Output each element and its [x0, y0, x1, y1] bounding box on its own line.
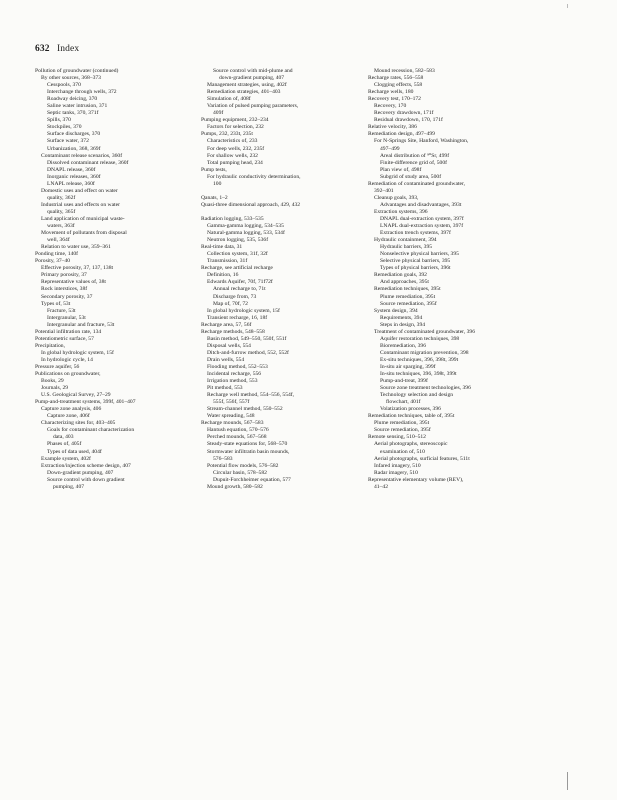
index-subentry: Secondary porosity, 37 — [41, 293, 93, 300]
index-subentry: Characteristics of, 233 — [207, 138, 258, 145]
index-entry: Representative elementary volume (REV), — [368, 476, 464, 483]
page-number: 632 — [35, 44, 50, 54]
index-subentry: Types of, 53t — [41, 300, 71, 307]
index-subentry: well, 364f — [47, 237, 70, 244]
index-subentry: In-situ techniques, 396, 398t, 399t — [380, 371, 457, 378]
index-subentry: Variation of pulsed pumping parameters, — [207, 103, 299, 110]
index-subentry: Stream-channel method, 550–552 — [207, 406, 283, 413]
index-subentry: By other sources, 368–373 — [41, 75, 101, 82]
index-subentry: Residual drawdown, 170, 171f — [374, 117, 443, 124]
index-subentry: Technology selection and design — [380, 392, 454, 399]
index-entry: Remediation of contaminated groundwater, — [368, 180, 466, 187]
index-subentry: Pump-and-treat, 399f — [380, 378, 428, 385]
index-subentry: Types of physical barriers, 396t — [380, 265, 451, 272]
index-subentry: Edwards Aquifer, 70f, 71f72f — [207, 279, 273, 286]
index-entry: Potential infiltration rate, 134 — [35, 328, 102, 335]
index-subentry: Extraction/injection scheme design, 407 — [41, 462, 131, 469]
index-subentry: DNAPL release, 360f — [47, 166, 96, 173]
index-subentry: Discharge from, 73 — [213, 293, 257, 300]
index-subentry: 392–401 — [374, 187, 394, 194]
index-subentry: Land application of municipal waste- — [41, 215, 125, 222]
index-subentry: waters, 363f — [47, 223, 75, 230]
index-subentry: Characterizing sites for, 403–405 — [41, 420, 116, 427]
index-subentry: System design, 394 — [374, 307, 418, 314]
index-subentry: Surface water, 372 — [47, 138, 89, 145]
index-subentry: Plume remediation, 395t — [380, 293, 436, 300]
index-subentry: Remediation techniques, 395t — [374, 286, 441, 293]
index-subentry: Source remediation, 395f — [374, 427, 431, 434]
index-subentry: Aerial photographs, surficial features, 511t — [374, 455, 470, 462]
index-subentry: Selective physical barriers, 395 — [380, 258, 451, 265]
index-entry: Recharge wells, 180 — [368, 89, 414, 96]
index-entry: Publications on groundwater, — [35, 371, 101, 378]
index-subentry: Definition, 16 — [207, 272, 239, 279]
index-subentry: Requirements, 394 — [380, 314, 423, 321]
index-subentry: 497–499 — [380, 145, 400, 152]
index-entry: Pressure aquifer, 56 — [35, 363, 80, 370]
index-subentry: examination of, 510 — [380, 448, 425, 455]
index-entry: Radiation logging, 533–535 — [201, 215, 264, 222]
index-subentry: Steady-state equations for, 568–570 — [207, 441, 288, 448]
index-subentry: Industrial uses and effects on water — [41, 201, 120, 208]
index-subentry: Transmission, 31f — [207, 258, 248, 265]
index-subentry: For deep wells, 232, 235f — [207, 145, 265, 152]
index-subentry: Interchange through wells, 372 — [47, 89, 117, 96]
index-subentry: Mound recession, 582–583 — [374, 68, 435, 74]
index-subentry: U.S. Geological Survey, 27–29 — [41, 392, 111, 399]
index-entry: Remediation design, 497–499 — [368, 131, 435, 138]
index-subentry: Contaminant release scenarios, 360f — [41, 152, 123, 159]
index-subentry: Fracture, 53t — [47, 307, 76, 314]
index-subentry: Source control with down gradient — [47, 476, 125, 483]
index-subentry: In global hydrologic system, 15f — [207, 307, 280, 314]
index-subentry: Areal distribution of ⁹⁰Sr, 499f — [380, 152, 450, 159]
index-entry: Porosity, 37–40 — [35, 258, 71, 265]
index-subentry: Potential flow models, 576–582 — [207, 462, 279, 469]
index-subentry: Subgrid of study area, 500f — [380, 173, 442, 180]
index-subentry: Stockpiles, 370 — [47, 124, 82, 131]
index-subentry: Clogging effects, 558 — [374, 82, 423, 89]
index-subentry: Steps in design, 394 — [380, 321, 426, 328]
index-subentry: 576–583 — [213, 455, 233, 462]
index-subentry: In global hydrologic system, 15f — [41, 349, 114, 356]
index-subentry: Aquifer restoration techniques, 398 — [380, 335, 460, 342]
index-subentry: Dissolved contaminant release, 360f — [47, 159, 129, 166]
index-subentry: Urbanization, 368, 369f — [47, 145, 101, 152]
index-subentry: Collection system, 31f, 32f — [207, 251, 268, 258]
index-subentry: Hydraulic barriers, 395 — [380, 244, 433, 251]
index-subentry: Nonselective physical barriers, 395 — [380, 251, 459, 258]
index-subentry: Goals for contaminant characterization — [47, 427, 135, 434]
index-subentry: Journals, 29 — [41, 385, 69, 392]
index-subentry: Map of, 70f, 72 — [213, 300, 248, 307]
index-subentry: Example system, 402f — [41, 455, 91, 462]
index-entry: Real-time data, 31 — [201, 244, 243, 251]
index-entry: Recharge area, 57, 56f — [201, 321, 252, 328]
index-entry: Remediation techniques, table of, 395t — [368, 413, 455, 420]
index-subentry: Source zone treatment technologies, 396 — [380, 385, 471, 392]
index-subentry: Annual recharge to, 71t — [213, 286, 266, 293]
index-subentry: For shallow wells, 232 — [207, 152, 258, 159]
index-subentry: Pit method, 553 — [207, 385, 243, 392]
index-subentry: Perched mounds, 567–568 — [207, 434, 267, 441]
index-subentry: Extraction trench systems, 397f — [380, 230, 451, 237]
index-entry: Recharge rates, 556–558 — [368, 75, 424, 82]
index-subentry: pumping, 407 — [53, 483, 85, 490]
index-subentry: Relation to water use, 359–361 — [41, 244, 111, 251]
index-subentry: Rock interstices, 38f — [41, 286, 88, 293]
index-subentry: Simulation of, 408f — [207, 96, 251, 103]
index-subentry: Septic tanks, 370, 371f — [47, 110, 99, 117]
index-subentry: Capture zone, 406f — [47, 413, 90, 420]
index-subentry: Stormwater infiltratin basin mounds, — [207, 448, 290, 455]
index-subentry: Cesspools, 370 — [47, 82, 81, 89]
index-subentry: Plume remediation, 395t — [374, 420, 430, 427]
index-subentry: Management strategies, using, 402f — [207, 82, 287, 89]
index-subentry: Capture zone analysis, 406 — [41, 406, 102, 413]
index-subentry: down-gradient pumping, 407 — [219, 75, 285, 82]
index-entry: Recovery test, 170–172 — [368, 96, 421, 103]
index-subentry: Hantush equation, 570–576 — [207, 427, 269, 434]
index-subentry: Recovery drawdown, 171f — [374, 110, 434, 117]
index-entry: Remote sensing, 510–512 — [368, 434, 426, 441]
index-subentry: And approaches, 395t — [380, 279, 429, 286]
index-subentry: 41–42 — [374, 483, 388, 490]
index-subentry: Effective porosity, 37, 137, 138t — [41, 265, 114, 272]
index-subentry: quality, 365f — [47, 208, 76, 215]
index-subentry: In hydrologic cycle, 14 — [41, 356, 93, 363]
index-subentry: Phases of, 405f — [47, 441, 82, 448]
index-subentry: Total pumping head, 234 — [207, 159, 263, 166]
index-subentry: For N-Springs Site, Hanford, Washington, — [374, 138, 469, 145]
index-entry: Precipitation, — [35, 342, 65, 349]
index-subentry: Plan view of, 498f — [380, 166, 422, 173]
index-subentry: Representative values of, 38t — [41, 279, 106, 286]
index-subentry: Extraction systems, 396 — [374, 208, 428, 215]
index-subentry: Neutron logging, 535, 536f — [207, 237, 269, 244]
index-subentry: Recovery, 170 — [374, 103, 407, 110]
index-subentry: Inorganic releases, 360f — [47, 173, 101, 180]
index-subentry: data, 403 — [53, 434, 74, 441]
index-subentry: Source remediation, 395f — [380, 300, 437, 307]
index-subentry: Contaminant migration prevention, 398 — [380, 349, 469, 356]
index-subentry: Primary porosity, 37 — [41, 272, 87, 279]
index-entry: Relative velocity, 386 — [368, 124, 417, 131]
scan-edge-mark — [567, 772, 568, 790]
index-subentry: 100 — [213, 180, 222, 187]
index-subentry: Cleanup goals, 393, — [374, 194, 419, 201]
index-subentry: Remediation strategies, 401–403 — [207, 89, 281, 96]
index-subentry: Recharge well method, 554–556, 554f, — [207, 392, 295, 399]
index-subentry: Source control with mid-plume and — [213, 68, 293, 74]
index-subentry: Volatization processes, 396 — [380, 406, 441, 413]
index-entry: Recharge methods, 548–558 — [201, 328, 265, 335]
index-subentry: Disposal wells, 554 — [207, 342, 251, 349]
index-subentry: Irrigation method, 553 — [207, 378, 258, 385]
index-subentry: Types of data used, 404f — [47, 448, 102, 455]
index-column-3 — [368, 68, 540, 491]
index-subentry: Drain wells, 554 — [207, 356, 245, 363]
index-subentry: Gamma-gamma logging, 534–535 — [207, 223, 284, 230]
index-subentry: 555f, 556f, 557f — [213, 399, 250, 406]
index-entry: Pumps, 232, 233t, 235t — [201, 131, 253, 138]
index-subentry: Intergranular, 53t — [47, 314, 86, 321]
index-subentry: Roadway deicing, 370 — [47, 96, 98, 103]
index-subentry: Spills, 370 — [47, 117, 71, 124]
index-entry: Pump-and-treatment systems, 399f, 401–407 — [35, 399, 136, 406]
index-subentry: Domestic uses and effect on water — [41, 187, 118, 194]
index-subentry: flowchart, 401f — [386, 399, 421, 406]
index-subentry: Natural-gamma logging, 533, 534f — [207, 230, 285, 237]
index-subentry: Ditch-and-furrow method, 552, 552f — [207, 349, 289, 356]
index-subentry: Surface discharges, 370 — [47, 131, 101, 138]
index-subentry: Movement of pollutants from disposal — [41, 230, 127, 237]
index-spacer — [201, 209, 373, 216]
index-subentry: Aerial photographs, stereoscopic — [374, 441, 448, 448]
index-entry: Pumping equipment, 232–234 — [201, 117, 269, 124]
index-subentry: Flooding method, 552–553 — [207, 363, 268, 370]
index-subentry: LNAPL release, 360f — [47, 180, 95, 187]
index-subentry: For hydraulic conductivity determination, — [207, 173, 301, 180]
index-subentry: 409f — [213, 110, 224, 117]
index-subentry: LNAPL dual-extraction system, 397f — [380, 223, 464, 230]
index-entry: Ponding time, 140f — [35, 251, 79, 258]
index-entry: Qanats, 1–2 — [201, 194, 228, 201]
index-entry: Potentiometric surface, 57 — [35, 335, 94, 342]
index-subentry: Bioremediation, 396 — [380, 342, 426, 349]
index-column-2 — [201, 68, 373, 491]
index-subentry: Mound growth, 580–582 — [207, 483, 263, 490]
index-subentry: Radar imagery, 510 — [374, 469, 418, 476]
index-subentry: Intergranular and fracture, 53t — [47, 321, 115, 328]
index-subentry: Books, 29 — [41, 378, 64, 385]
index-subentry: In-situ air sparging, 399f — [380, 363, 436, 370]
index-column-1 — [35, 68, 207, 491]
index-subentry: Finite-difference grid of, 500f — [380, 159, 447, 166]
index-entry: Pollution of groundwater (continued) — [35, 68, 119, 74]
scan-edge-mark — [567, 4, 568, 8]
index-spacer — [201, 188, 373, 195]
index-subentry: Factors for selection, 232 — [207, 124, 264, 131]
index-subentry: Dupuit-Forchheimer equation, 577 — [213, 476, 291, 483]
index-subentry: Basin method, 549–550, 550f, 551f — [207, 335, 287, 342]
index-subentry: Saline water intrusion, 371 — [47, 103, 108, 110]
page-header — [35, 44, 79, 54]
index-entry: Recharge mounds, 567–583 — [201, 420, 264, 427]
index-subentry: Remediation goals, 392 — [374, 272, 427, 279]
index-subentry: Water spreading, 548 — [207, 413, 255, 420]
index-subentry: Circular basin, 578–582 — [213, 469, 267, 476]
index-entry: Quasi-three dimensional approach, 429, 432 — [201, 201, 301, 208]
index-subentry: Down-gradient pumping, 407 — [47, 469, 114, 476]
index-subentry: Transient recharge, 16, 18f — [207, 314, 268, 321]
section-title: Index — [57, 44, 80, 54]
index-subentry: quality, 362f — [47, 194, 76, 201]
index-entry: Recharge, see artificial recharge — [201, 265, 273, 272]
index-subentry: Ex-situ techniques, 396, 398t, 399t — [380, 356, 459, 363]
index-entry: Pump tests, — [201, 166, 227, 173]
index-subentry: Treatment of contaminated groundwater, 396 — [374, 328, 476, 335]
index-subentry: Hydraulic containment, 394 — [374, 237, 437, 244]
index-subentry: Infared imagery, 510 — [374, 462, 421, 469]
index-subentry: Advantages and disadvantages, 393t — [380, 201, 462, 208]
index-subentry: Incidental recharge, 556 — [207, 371, 262, 378]
index-subentry: DNAPL dual-extraction system, 397f — [380, 215, 464, 222]
